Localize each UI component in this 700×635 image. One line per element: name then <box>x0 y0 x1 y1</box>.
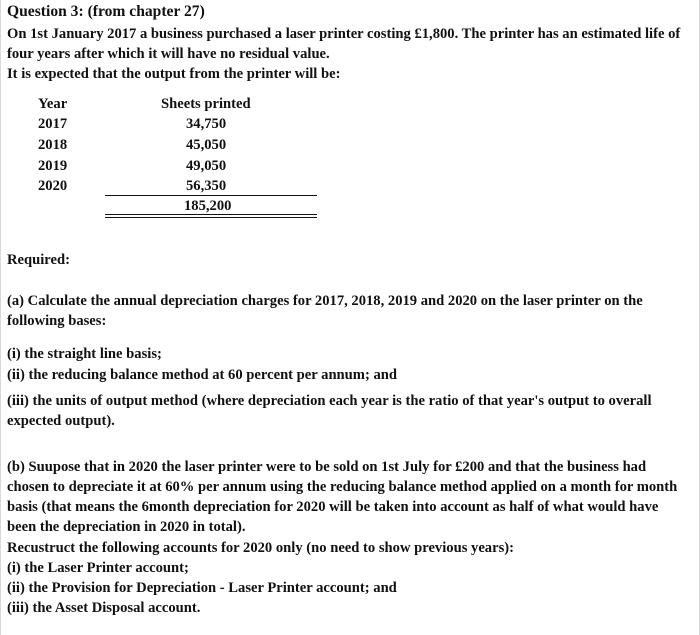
total-sheets: 185,200 <box>184 198 232 214</box>
part-a-text: (a) Calculate the annual depreciation charges for 2017, 2018, 2019 and 2020 on the laser printer on the following bases: <box>7 293 643 329</box>
row-sheets: 49,050 <box>186 158 227 174</box>
part-a-iii: (iii) the units of output method (where depreciation each year is the ratio of that year's output to overall expected output). <box>7 393 652 429</box>
part-b-iii: (iii) the Asset Disposal account. <box>7 600 201 616</box>
row-year: 2019 <box>38 158 68 174</box>
part-b-text: (b) Suupose that in 2020 the laser printer were to be sold on 1st July for £200 and that the business had chosen to depreciate it at 60% per annum using the reducing balance method applied on a month for month basis (that means the 6month depreciation for 2020 will be taken into account as half of what would have been the depreciation in 2020 in total). <box>7 459 678 535</box>
col-header-sheets: Sheets printed <box>161 96 251 112</box>
part-b-ii: (ii) the Provision for Depreciation - Laser Printer account; and <box>7 580 397 596</box>
row-year: 2018 <box>38 137 68 153</box>
question-title: Question 3: (from chapter 27) <box>7 3 205 20</box>
row-sheets: 34,750 <box>186 116 227 132</box>
intro-output-line: It is expected that the output from the printer will be: <box>7 66 341 82</box>
row-year: 2020 <box>38 178 68 194</box>
row-year: 2017 <box>38 116 68 132</box>
part-a-ii: (ii) the reducing balance method at 60 percent per annum; and <box>7 367 397 383</box>
total-double-rule-top <box>105 214 317 215</box>
intro-paragraph: On 1st January 2017 a business purchased a laser printer costing £1,800. The printer has an estimated life of four years after which it will have no residual value. <box>7 26 681 62</box>
col-header-year: Year <box>38 96 68 112</box>
part-b-i: (i) the Laser Printer account; <box>7 560 189 576</box>
part-a-i: (i) the straight line basis; <box>7 346 162 362</box>
row-sheets: 56,350 <box>186 178 227 194</box>
reconstruct-instruction: Recustruct the following accounts for 2020 only (no need to show previous years): <box>7 540 514 556</box>
required-heading: Required: <box>7 252 70 268</box>
total-double-rule-bottom <box>105 217 317 218</box>
row-sheets: 45,050 <box>186 137 227 153</box>
